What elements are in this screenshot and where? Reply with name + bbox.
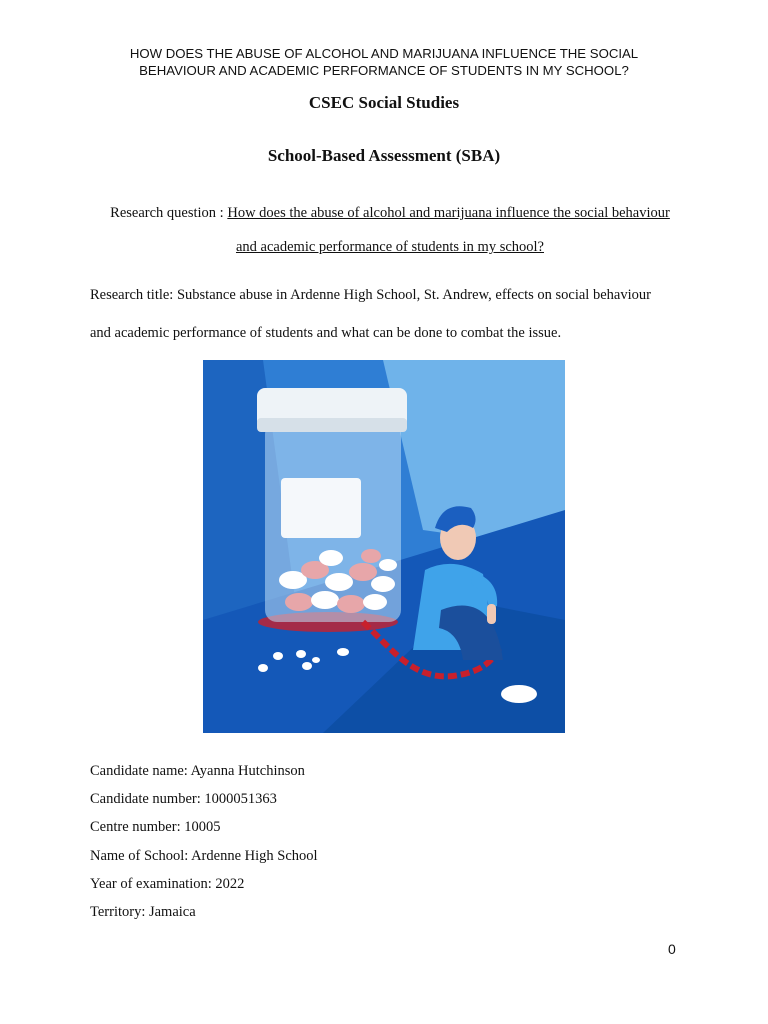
- territory: Territory: Jamaica: [90, 904, 196, 921]
- page-number: 0: [668, 941, 676, 957]
- header-line-1: HOW DOES THE ABUSE OF ALCOHOL AND MARIJUANA INFLUENCE THE SOCIAL: [129, 46, 639, 61]
- exam-year: Year of examination: 2022: [90, 875, 245, 892]
- candidate-name: Candidate name: Ayanna Hutchinson: [90, 763, 305, 779]
- subject-title: CSEC Social Studies: [308, 93, 460, 112]
- research-question-text-2: and academic performance of students in my school?: [235, 239, 544, 255]
- research-question-text-1: How does the abuse of alcohol and marijuana influence the social behaviour: [227, 205, 670, 221]
- school-name: Name of School: Ardenne High School: [90, 847, 318, 864]
- research-question: [90, 196, 690, 264]
- running-header: [60, 45, 708, 79]
- research-title-line-1: Research title: Substance abuse in Ardenne High School, St. Andrew, effects on social behaviour: [90, 287, 651, 303]
- candidate-number: Candidate number: 1000051363: [90, 791, 277, 808]
- centre-number: Centre number: 10005: [90, 819, 221, 836]
- substance-abuse-illustration: [203, 360, 565, 733]
- research-title-line-2: and academic performance of students and what can be done to combat the issue.: [90, 325, 562, 341]
- candidate-details: [90, 757, 318, 926]
- header-line-2: BEHAVIOUR AND ACADEMIC PERFORMANCE OF STUDENTS IN MY SCHOOL?: [139, 63, 629, 78]
- research-title: [90, 276, 690, 352]
- research-question-label: Research question :: [110, 205, 228, 221]
- assessment-title: School-Based Assessment (SBA): [267, 146, 501, 165]
